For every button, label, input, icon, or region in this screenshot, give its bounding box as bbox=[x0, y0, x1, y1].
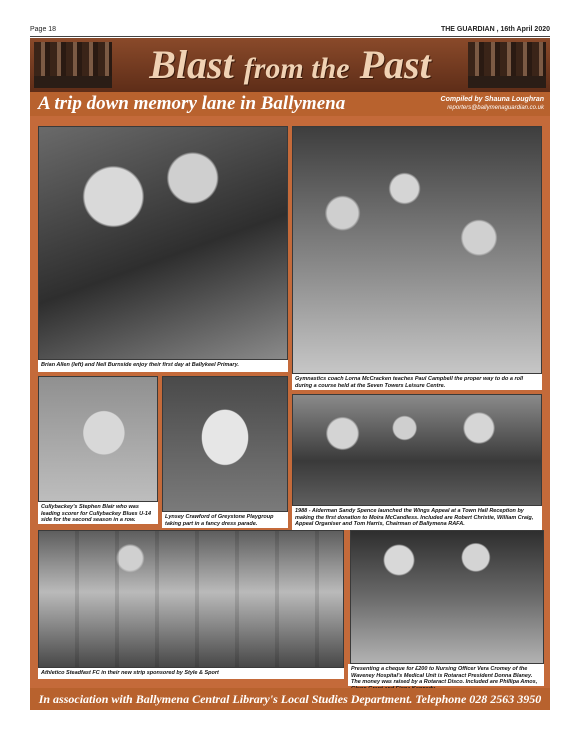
title-word-past: Past bbox=[359, 42, 431, 87]
footer-banner: In association with Ballymena Central Library's Local Studies Department. Telephone 028 2563 3950 bbox=[30, 688, 550, 710]
photo-stephen-blair bbox=[38, 376, 158, 502]
caption-gymnastics: Gymnastics coach Lorna McCracken teaches Paul Campbell the proper way to do a roll during a course held at the Seven Towers Leisure Centre. bbox=[292, 374, 542, 390]
compiler-name: Compiled by Shauna Loughran bbox=[440, 96, 544, 103]
caption-cheque-presentation: Presenting a cheque for £200 to Nursing Officer Vera Cromey of the Waveney Hospital's Medical Unit is Rotaract President Donna Blaney. The money was raised by a Rotaract Disco. Included are Phillipa Amos, bbox=[348, 664, 544, 686]
caption-stephen-blair: Cullybackey's Stephen Blair who was leading scorer for Cullybackey Blues U-14 side for the second season in a row. bbox=[38, 502, 158, 524]
header-rule bbox=[30, 36, 550, 37]
title-word-from-the: from the bbox=[243, 52, 350, 85]
masthead-banner bbox=[30, 38, 550, 92]
contact-email: reporters@ballymenaguardian.co.uk bbox=[447, 105, 544, 111]
page-header bbox=[30, 26, 550, 36]
street-photo-left bbox=[34, 42, 112, 88]
page-subtitle: A trip down memory lane in Ballymena bbox=[38, 93, 346, 114]
caption-first-day-school: Brian Allen (left) and Neil Burnside enjoy their first day at Ballykeel Primary. bbox=[38, 360, 288, 372]
photo-cheque-presentation bbox=[350, 530, 544, 664]
caption-football-team: Athletico Steadfast FC in their new strip sponsored by Style & Sport bbox=[38, 668, 344, 679]
publication-date: THE GUARDIAN , 16th April 2020 bbox=[440, 26, 550, 33]
photo-wings-appeal bbox=[292, 394, 542, 506]
subtitle-bar bbox=[30, 92, 550, 116]
masthead-title bbox=[122, 40, 458, 92]
photo-football-team bbox=[38, 530, 344, 668]
photo-first-day-school bbox=[38, 126, 288, 360]
caption-wings-appeal: 1988 - Alderman Sandy Spence launched the Wings Appeal at a Town Hall Reception by making the first donation to Moira McCandless. Included are Robert Christie, William Craig, Appeal Organiser and Tom Harris, Chairman of Ballymena RAFA. bbox=[292, 506, 542, 530]
photo-fancy-dress bbox=[162, 376, 288, 512]
caption-fancy-dress: Lynsey Crawford of Greystone Playgroup taking part in a fancy dress parade. bbox=[162, 512, 288, 528]
compiled-by bbox=[441, 96, 544, 112]
street-photo-right bbox=[468, 42, 546, 88]
title-word-blast: Blast bbox=[149, 42, 234, 87]
page-number: Page 18 bbox=[30, 26, 57, 33]
photo-gymnastics bbox=[292, 126, 542, 374]
photo-collage bbox=[30, 116, 550, 688]
